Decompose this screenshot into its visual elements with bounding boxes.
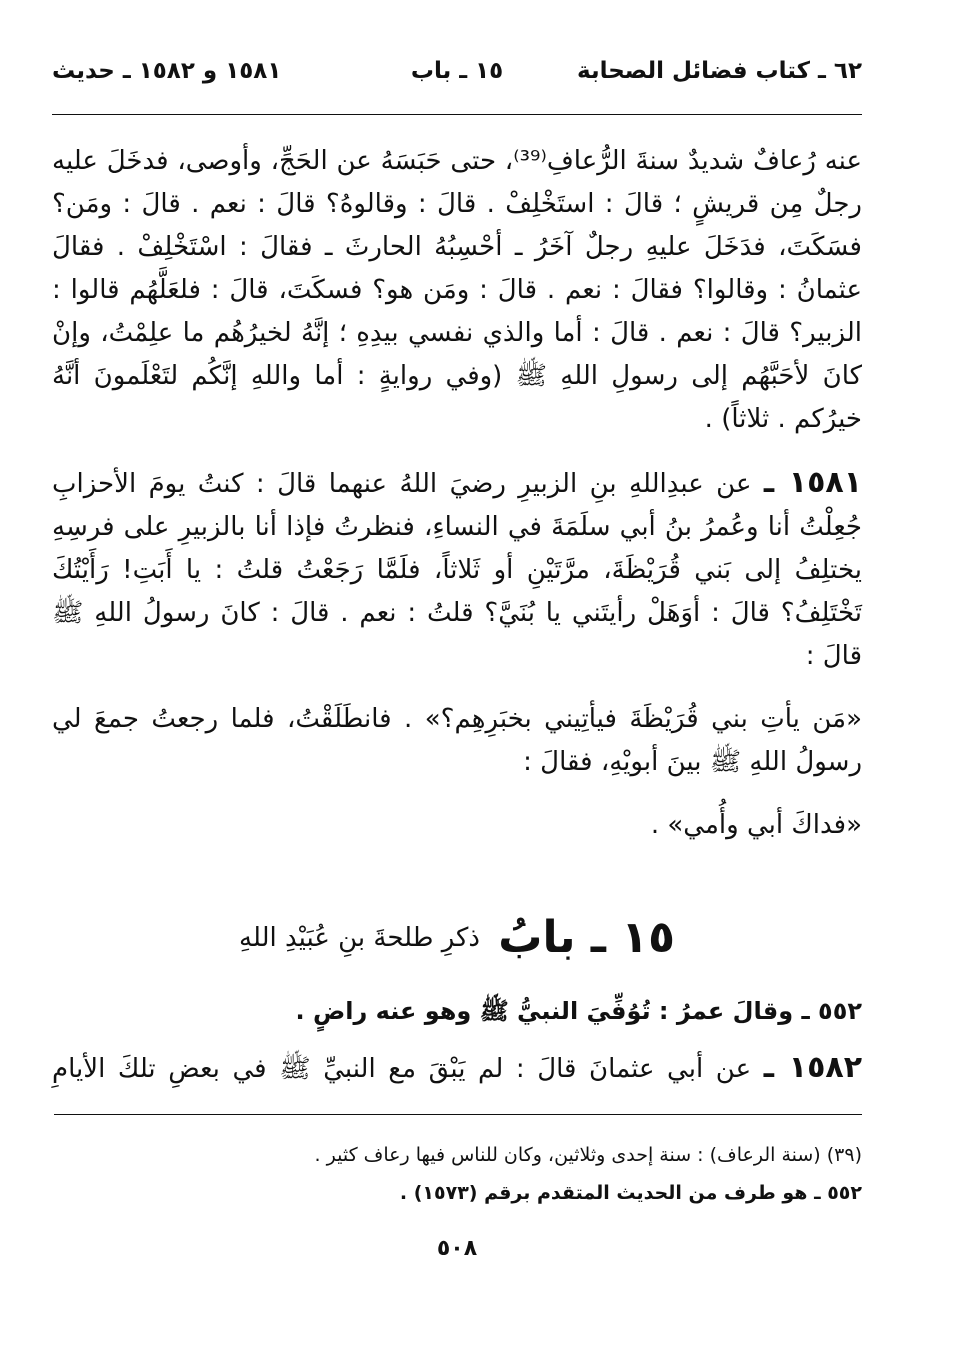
book-page [52, 0, 862, 1356]
chapter-number: ١٥ ـ بابُ [498, 912, 675, 963]
footnote-39: (٣٩) (سنة الرعاف) : سنة إحدى وثلاثين، وكان للناس فيها رعاف كثير . [314, 1144, 862, 1166]
header-hadith-range: ١٥٨١ و ١٥٨٢ ـ حديث [52, 58, 282, 84]
page-number: ٥٠٨ [436, 1236, 478, 1261]
footnote-divider [54, 1114, 862, 1115]
footnote-552: ٥٥٢ ـ هو طرف من الحديث المتقدم برقم (١٥٧٣) . [399, 1182, 862, 1204]
header-divider [52, 114, 862, 115]
hadith-text: عن أبي عثمانَ قالَ : لم يَبْقَ مع النبيِّ ﷺ في بعضِ تلكَ الأيامِ [52, 1054, 752, 1084]
chapter-heading [52, 912, 862, 963]
running-header [52, 58, 862, 98]
header-book-title: ٦٢ ـ كتاب فضائل الصحابة [577, 58, 862, 84]
hadith-text: عن عبدِاللهِ بنِ الزبيرِ رضيَ اللهُ عنهما قالَ : كنتُ يومَ الأحزابِ جُعِلْتُ أنا وعُمرُ بنُ أبي سلَمَةَ في النساءِ، فنظرتُ فإذا أنا بالزبيرِ على فرسِهِ يختلِفُ إلى بَني قُرَيْظَةَ، مرَّتَيْنِ أو ثَلاثاً، فلَمَّا رَجَعْتُ قلتُ : يا أَبَتِ! رَأَيْتُكَ تَخْتَلِفُ؟ قالَ : أوَهَلْ رأيتَني يا بُنَيَّ؟ قلتُ : نعم . قالَ : كانَ رسولُ اللهِ ﷺ قالَ : [52, 469, 862, 671]
athar-552: ٥٥٢ ـ وقالَ عمرُ : تُوُفِّيَ النبيُّ ﷺ وهو عنه راضٍ . [295, 997, 862, 1025]
hadith-quote: «مَن يأتِ بني قُرَيْظَةَ فيأتِيني بخبَرِهِم؟» . فانطَلَقْتُ، فلما رجعتُ جمعَ لي رسولُ اللهِ ﷺ بينَ أبويْهِ، فقالَ : [52, 704, 862, 777]
main-text [52, 140, 862, 847]
hadith-number: ١٥٨٢ ـ [763, 1050, 863, 1085]
hadith-number: ١٥٨١ ـ [763, 465, 863, 500]
paragraph-continuation: عنه رُعافٌ شديدٌ سنةَ الرُّعافِ⁽³⁹⁾، حتى حَبَسَهُ عن الحَجِّ، وأوصى، فدخَلَ عليه رجلٌ مِن قريشٍ ؛ قالَ : استَخْلِفْ . قالَ : وقالوهُ؟ قالَ : نعم . قالَ : ومَن؟ فسَكَتَ، فدَخَلَ عليهِ رجلٌ آخَرُ ـ أحْسِبُهُ الحارثَ ـ فقالَ : اسْتَخْلِفْ . فقالَ عثمانُ : وقالوا؟ فقالَ : نعم . قالَ : ومَن هو؟ فسكَتَ، قالَ : فلعَلَّهُم قالوا : الزبير؟ قالَ : نعم . قالَ : أما والذي نفسي بيدِهِ ؛ إنَّهُ لخيرُهُم ما علِمْتُ، وإنْ كانَ لأحَبَّهُم إلى رسولِ اللهِ ﷺ (وفي روايةٍ : أما واللهِ إنَّكُم لتَعْلَمونَ أنَّهُ خيرُكم . ثلاثاً) . [52, 146, 863, 434]
hadith-ending: «فداكَ أبي وأُمي» . [650, 810, 862, 840]
footnotes [52, 1136, 862, 1212]
header-chapter: ١٥ ـ باب [410, 58, 504, 84]
chapter-title: ذكرِ طلحةَ بنِ عُبَيْدِ اللهِ [239, 922, 481, 953]
hadith-1582 [52, 1050, 862, 1090]
hadith-1581 [52, 461, 862, 678]
